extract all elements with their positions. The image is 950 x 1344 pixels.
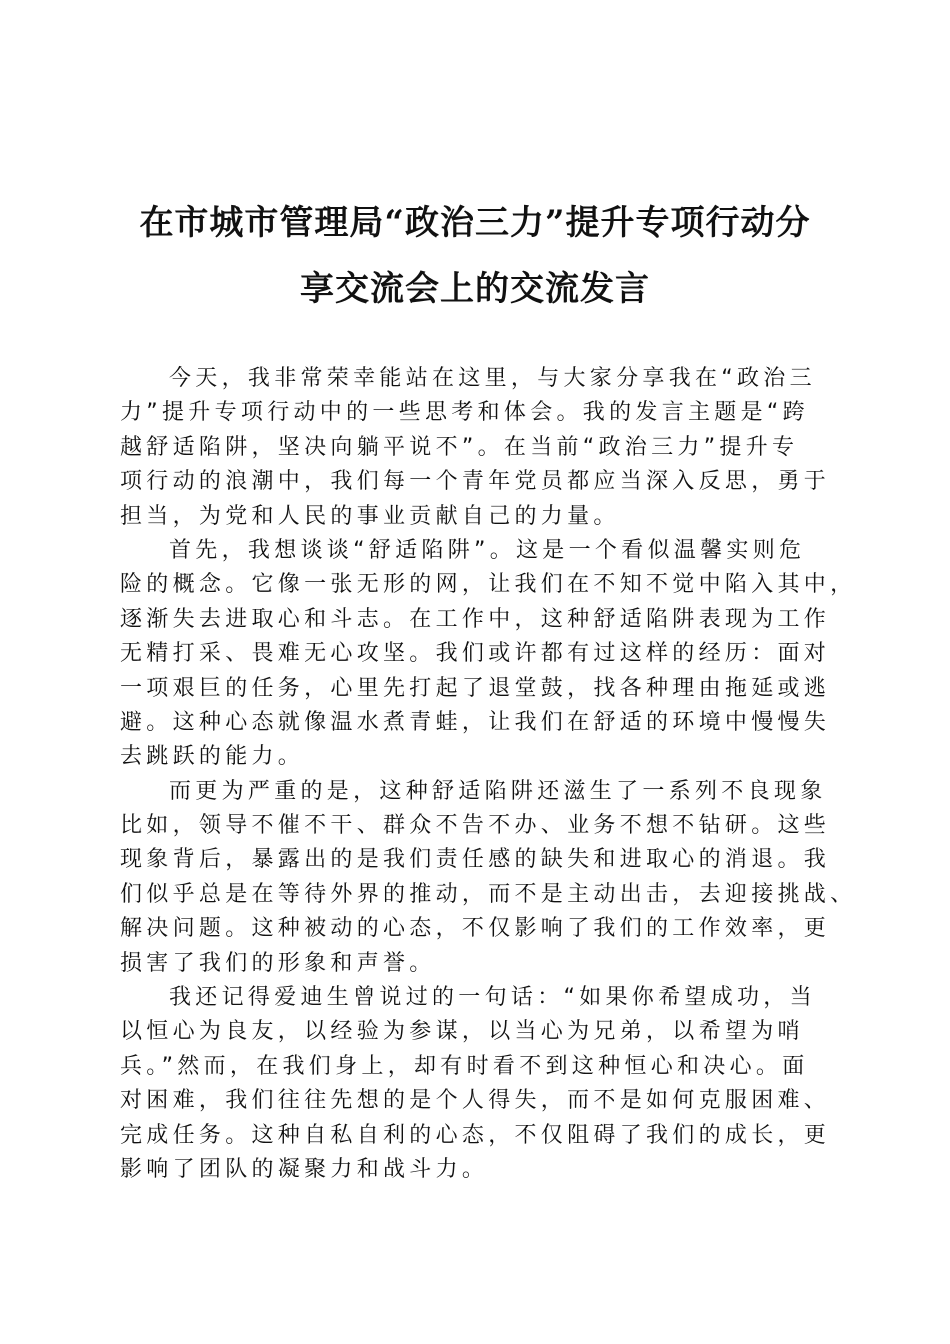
text-line: 解决问题。这种被动的心态，不仅影响了我们的工作效率，更 xyxy=(120,916,831,942)
text-line: 去跳跃的能力。 xyxy=(120,744,305,770)
text-line: 今天，我非常荣幸能站在这里，与大家分享我在“政治三 xyxy=(169,366,816,391)
text-line: 我还记得爱迪生曾说过的一句话：“如果你希望成功，当 xyxy=(169,985,816,1011)
text-line: 现象背后，暴露出的是我们责任感的缺失和进取心的消退。我 xyxy=(120,847,831,873)
text-line: 影响了团队的凝聚力和战斗力。 xyxy=(120,1156,489,1182)
text-line: 力”提升专项行动中的一些思考和体会。我的发言主题是“跨 xyxy=(120,400,809,426)
document-body xyxy=(120,362,857,1187)
text-line: 无精打采、畏难无心攻坚。我们或许都有过这样的经历：面对 xyxy=(120,641,831,667)
text-line: 越舒适陷阱，坚决向躺平说不”。在当前“政治三力”提升专 xyxy=(120,434,799,460)
title-line: 享交流会上的交流发言 xyxy=(300,269,650,309)
title-line: 在市城市管理局“政治三力”提升专项行动分 xyxy=(139,203,811,243)
text-line: 兵。”然而，在我们身上，却有时看不到这种恒心和决心。面 xyxy=(120,1053,809,1079)
document-title xyxy=(100,190,850,322)
text-line: 们似乎总是在等待外界的推动，而不是主动出击，去迎接挑战、 xyxy=(120,881,857,907)
text-line: 对困难，我们往往先想的是个人得失，而不是如何克服困难、 xyxy=(120,1088,831,1114)
text-line: 一项艰巨的任务，心里先打起了退堂鼓，找各种理由拖延或逃 xyxy=(120,675,831,701)
paragraph-1 xyxy=(120,362,832,534)
text-line: 完成任务。这种自私自利的心态，不仅阻碍了我们的成长，更 xyxy=(120,1122,831,1148)
paragraph-3 xyxy=(120,775,857,981)
text-line: 比如，领导不催不干、群众不告不办、业务不想不钻研。这些 xyxy=(120,813,831,839)
paragraph-4 xyxy=(120,981,832,1187)
text-line: 逐渐失去进取心和斗志。在工作中，这种舒适陷阱表现为工作 xyxy=(120,606,831,632)
text-line: 险的概念。它像一张无形的网，让我们在不知不觉中陷入其中， xyxy=(120,572,857,598)
text-line: 而更为严重的是，这种舒适陷阱还滋生了一系列不良现象 xyxy=(169,778,827,804)
text-line: 首先，我想谈谈“舒适陷阱”。这是一个看似温馨实则危 xyxy=(169,537,806,563)
text-line: 损害了我们的形象和声誉。 xyxy=(120,950,436,976)
text-line: 担当，为党和人民的事业贡献自己的力量。 xyxy=(120,503,620,529)
text-line: 项行动的浪潮中，我们每一个青年党员都应当深入反思，勇于 xyxy=(120,469,831,495)
text-line: 以恒心为良友，以经验为参谋，以当心为兄弟，以希望为哨 xyxy=(120,1019,804,1045)
text-line: 避。这种心态就像温水煮青蛙，让我们在舒适的环境中慢慢失 xyxy=(120,709,831,735)
paragraph-2 xyxy=(120,534,857,775)
